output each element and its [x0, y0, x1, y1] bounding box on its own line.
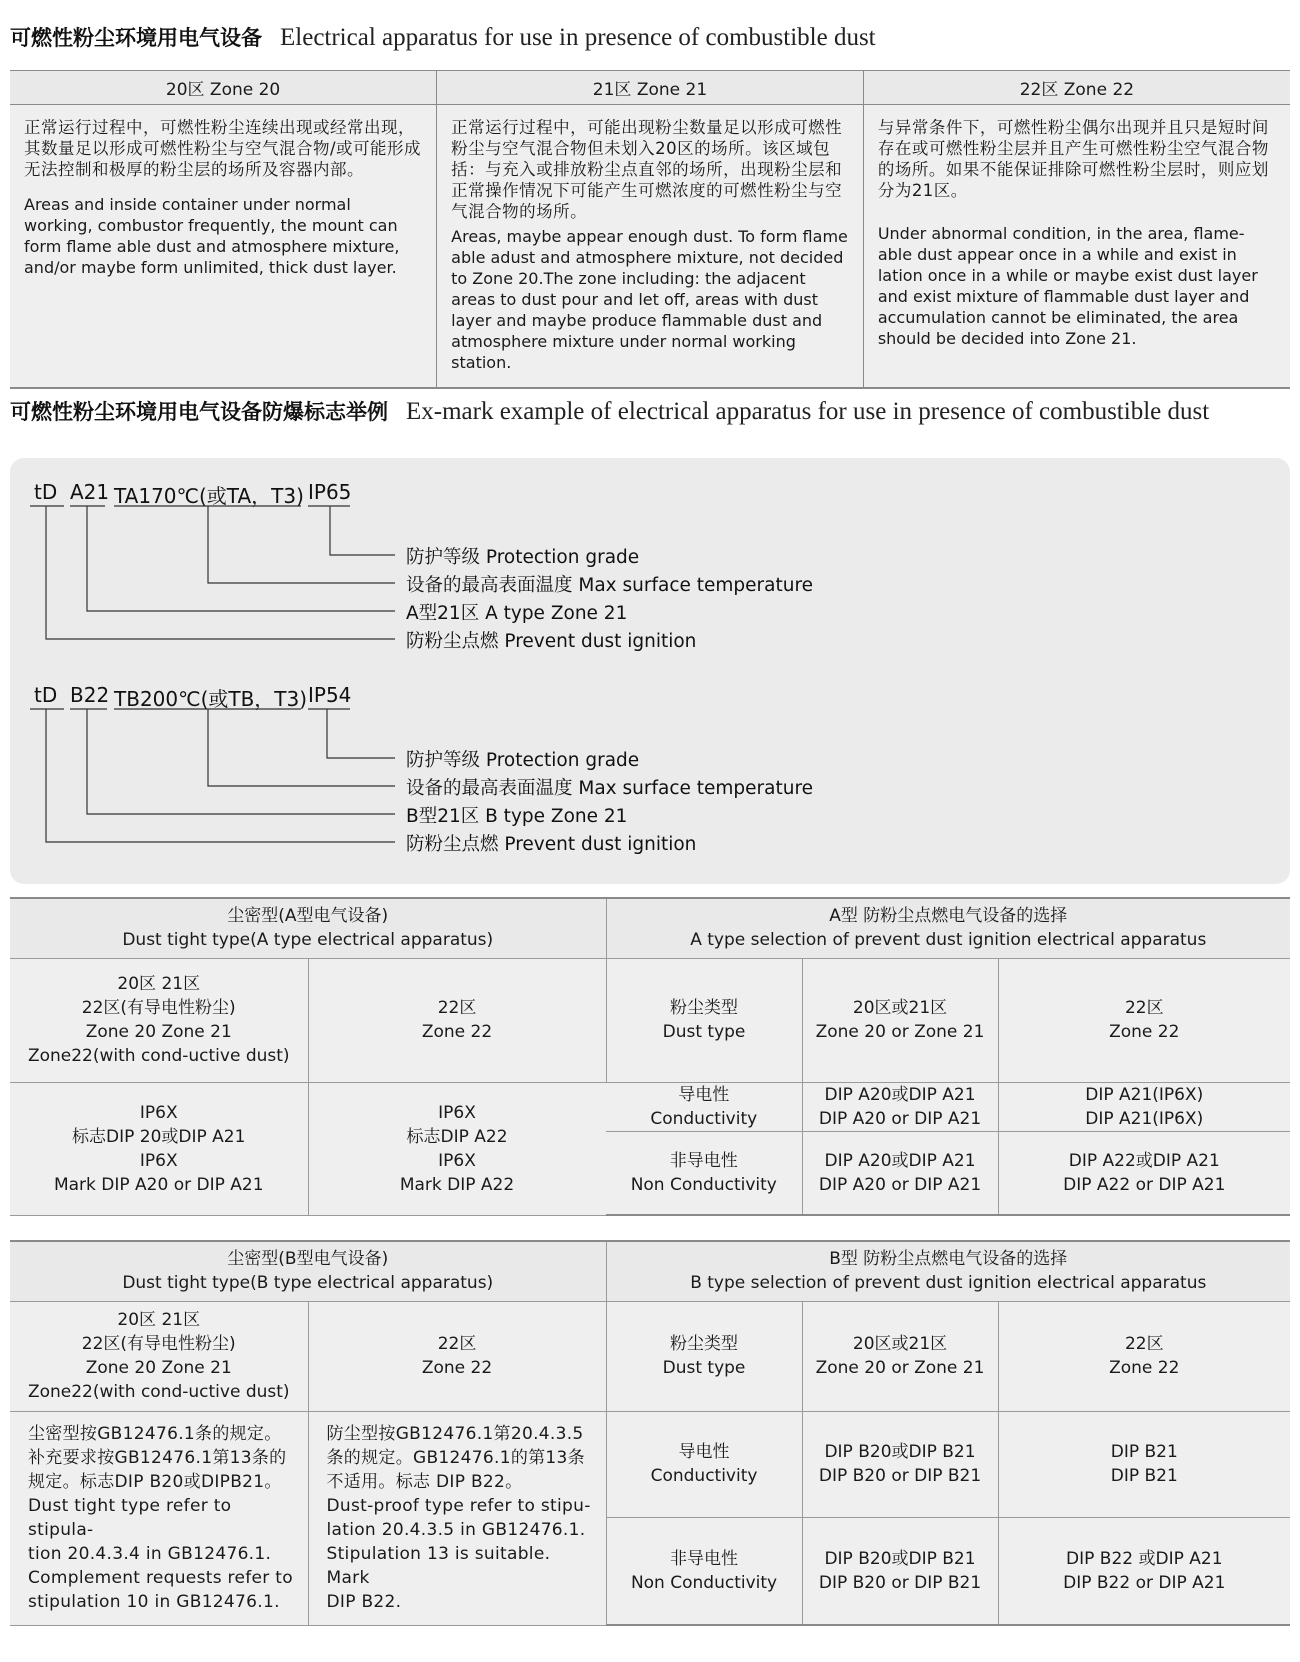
type-a-conductivity: 导电性 Conductivity: [606, 1082, 802, 1131]
type-b-nonconductivity-zone22: DIP B22 或DIP A21 DIP B22 or DIP A21: [998, 1517, 1290, 1625]
type-a-left-header: 尘密型(A型电气设备) Dust tight type(A type electrical apparatus): [10, 898, 606, 958]
type-a-nonconductivity-zone2021: DIP A20或DIP A21 DIP A20 or DIP A21: [802, 1131, 998, 1215]
ex1-code-td: tD: [34, 480, 58, 504]
ex2-label-temperature: 设备的最高表面温度 Max surface temperature: [406, 778, 814, 799]
type-b-conductivity-zone22: DIP B21 DIP B21: [998, 1411, 1290, 1517]
type-a-dust-type: 粉尘类型 Dust type: [606, 958, 802, 1082]
type-a-zone-2021-header: 20区或21区 Zone 20 or Zone 21: [802, 958, 998, 1082]
ex-mark-connector-lines: [10, 458, 1290, 884]
ex1-label-type: A型21区 A type Zone 21: [406, 603, 628, 624]
type-b-zone-2021: 20区 21区 22区(有导电性粉尘) Zone 20 Zone 21 Zone22(with cond-uctive dust): [10, 1301, 308, 1411]
zone20-desc-cn: 正常运行过程中，可燃性粉尘连续出现或经常出现，其数量足以形成可燃性粉尘与空气混合物/或可能形成无法控制和极厚的粉尘层的场所及容器内部。: [24, 118, 422, 179]
section1-title-cn: 可燃性粉尘环境用电气设备: [10, 26, 262, 50]
zone20-cell: [10, 105, 437, 389]
type-a-right-header: A型 防粉尘点燃电气设备的选择 A type selection of prevent dust ignition electrical apparatus: [606, 898, 1290, 958]
zone22-header: 22区 Zone 22: [863, 71, 1290, 105]
zone20-header: 20区 Zone 20: [10, 71, 437, 105]
type-a-mark-22: IP6X 标志DIP A22 IP6X Mark DIP A22: [308, 1082, 606, 1215]
type-a-nonconductivity: 非导电性 Non Conductivity: [606, 1131, 802, 1215]
type-a-zone-22-header: 22区 Zone 22: [998, 958, 1290, 1082]
zone22-desc-cn: 与异常条件下，可燃性粉尘偶尔出现并且只是短时间存在或可燃性粉尘层并且产生可燃性粉尘空气混合物的场所。如果不能保证排除可燃性粉尘层时，则应划分为21区。: [877, 118, 1269, 200]
ex2-label-ignition: 防粉尘点燃 Prevent dust ignition: [406, 834, 697, 855]
zone22-desc-en: Under abnormal condition, in the area, flame-able dust appear once in a while and exist in lation once in a while or maybe exist dust layer and exist mixture of flammable dust layer and accumulation cannot be eliminated, the area should be decided into Zone 21.: [877, 224, 1258, 348]
type-a-nonconductivity-zone22: DIP A22或DIP A21 DIP A22 or DIP A21: [998, 1131, 1290, 1215]
type-b-right-header: B型 防粉尘点燃电气设备的选择 B type selection of prevent dust ignition electrical apparatus: [606, 1241, 1290, 1301]
zone21-cell: [437, 105, 864, 389]
ex1-label-temperature: 设备的最高表面温度 Max surface temperature: [406, 575, 814, 596]
type-b-zone-22: 22区 Zone 22: [308, 1301, 606, 1411]
type-b-conductivity-zone2021: DIP B20或DIP B21 DIP B20 or DIP B21: [802, 1411, 998, 1517]
section1-title-en: Electrical apparatus for use in presence of combustible dust: [280, 24, 876, 51]
type-b-selection-table: [10, 1240, 1290, 1626]
type-a-mark-2021: IP6X 标志DIP 20或DIP A21 IP6X Mark DIP A20 or DIP A21: [10, 1082, 308, 1215]
type-a-zone-2021: 20区 21区 22区(有导电性粉尘) Zone 20 Zone 21 Zone22(with cond-uctive dust): [10, 958, 308, 1082]
type-b-nonconductivity-zone2021: DIP B20或DIP B21 DIP B20 or DIP B21: [802, 1517, 998, 1625]
section1-heading: [10, 22, 876, 52]
type-b-conductivity: 导电性 Conductivity: [606, 1411, 802, 1517]
ex1-code-temp: TA170℃(或TA，T3): [114, 484, 304, 508]
section2-title-en: Ex-mark example of electrical apparatus for use in presence of combustible dust: [406, 398, 1210, 425]
ex2-code-zone: B22: [70, 683, 110, 707]
zone21-desc-cn: 正常运行过程中，可能出现粉尘数量足以形成可燃性粉尘与空气混合物但未划入20区的场所。该区域包括：与充入或排放粉尘点直邻的场所，出现粉尘层和正常操作情况下可能产生可燃浓度的可燃性粉尘与空气混合物的场所。: [451, 118, 843, 221]
ex-mark-examples-panel: [10, 458, 1290, 884]
ex2-label-type: B型21区 B type Zone 21: [406, 806, 628, 827]
type-b-zone-22-header: 22区 Zone 22: [998, 1301, 1290, 1411]
zone-definitions-table: [10, 70, 1290, 389]
zone20-desc-en: Areas and inside container under normal working, combustor frequently, the mount can form flame able dust and atmosphere mixture, and/or maybe form unlimited, thick dust layer.: [24, 195, 400, 277]
type-a-conductivity-zone22: DIP A21(IP6X) DIP A21(IP6X): [998, 1082, 1290, 1131]
ex1-code-zone: A21: [70, 480, 110, 504]
type-b-left-header: 尘密型(B型电气设备) Dust tight type(B type electrical apparatus): [10, 1241, 606, 1301]
ex1-label-ignition: 防粉尘点燃 Prevent dust ignition: [406, 631, 697, 652]
ex2-code-temp: TB200℃(或TB，T3): [114, 687, 308, 711]
zone21-header: 21区 Zone 21: [437, 71, 864, 105]
ex2-code-ip: IP54: [308, 683, 352, 707]
zone22-cell: [863, 105, 1290, 389]
ex1-label-protection: 防护等级 Protection grade: [406, 547, 640, 568]
section2-heading: [10, 396, 1209, 426]
ex2-code-td: tD: [34, 683, 58, 707]
type-b-dust-type: 粉尘类型 Dust type: [606, 1301, 802, 1411]
type-a-zone-22: 22区 Zone 22: [308, 958, 606, 1082]
type-a-selection-table: [10, 897, 1290, 1216]
type-a-conductivity-zone2021: DIP A20或DIP A21 DIP A20 or DIP A21: [802, 1082, 998, 1131]
ex2-label-protection: 防护等级 Protection grade: [406, 750, 640, 771]
ex1-code-ip: IP65: [308, 480, 352, 504]
type-b-note-2021: 尘密型按GB12476.1条的规定。 补充要求按GB12476.1第13条的 规定。标志DIP B20或DIPB21。 Dust tight type refer to stipula- tion 20.4.3.4 in GB12476.1. Complement requests refer to stipulation 10 in GB12476.1.: [10, 1411, 308, 1625]
type-b-nonconductivity: 非导电性 Non Conductivity: [606, 1517, 802, 1625]
section2-title-cn: 可燃性粉尘环境用电气设备防爆标志举例: [10, 400, 388, 424]
type-b-zone-2021-header: 20区或21区 Zone 20 or Zone 21: [802, 1301, 998, 1411]
type-b-note-22: 防尘型按GB12476.1第20.4.3.5 条的规定。GB12476.1的第13条 不适用。标志 DIP B22。 Dust-proof type refer to stipu- lation 20.4.3.5 in GB12476.1. Stipulation 13 is suitable. Mark DIP B22.: [308, 1411, 606, 1625]
zone21-desc-en: Areas, maybe appear enough dust. To form flame able adust and atmosphere mixture, not decided to Zone 20.The zone including: the adjacent areas to dust pour and let off, areas with dust layer and maybe produce flammable dust and atmosphere mixture under normal working station.: [451, 227, 848, 372]
